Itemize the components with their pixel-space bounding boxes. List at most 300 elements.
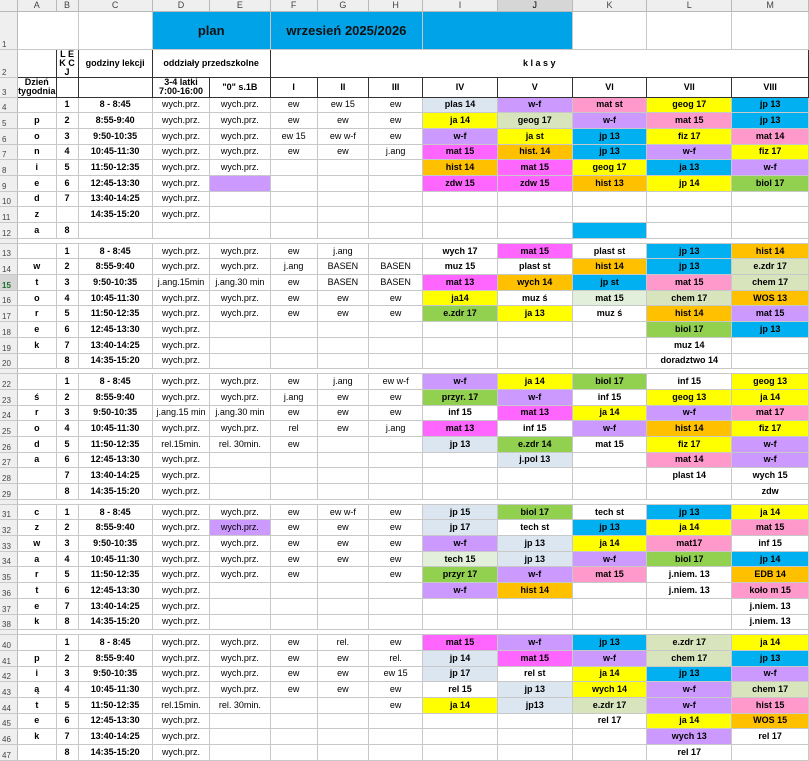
cell[interactable]	[497, 484, 572, 500]
cell[interactable]: wych.prz.	[152, 520, 209, 536]
cell[interactable]: 4	[56, 144, 78, 160]
cell[interactable]	[78, 223, 152, 239]
cell[interactable]: wych.prz.	[210, 635, 270, 651]
cell[interactable]: 8	[56, 484, 78, 500]
row-header-36[interactable]: 36	[0, 583, 18, 599]
cell[interactable]	[572, 11, 646, 49]
cell[interactable]: hist 14	[647, 421, 732, 437]
cell[interactable]: w-f	[732, 160, 809, 176]
row-header-6[interactable]: 6	[0, 128, 18, 144]
cell[interactable]	[210, 484, 270, 500]
cell[interactable]: 8:55-9:40	[78, 259, 152, 275]
cell[interactable]	[369, 223, 423, 239]
cell[interactable]: ew	[317, 144, 368, 160]
cell[interactable]: wych.prz.	[210, 306, 270, 322]
cell[interactable]	[210, 191, 270, 207]
row-header-35[interactable]: 35	[0, 567, 18, 583]
cell[interactable]: 11:50-12:35	[78, 306, 152, 322]
cell[interactable]	[210, 337, 270, 353]
cell[interactable]	[18, 243, 57, 259]
cell[interactable]: a	[18, 223, 57, 239]
cell[interactable]: rel.15min.	[152, 697, 209, 713]
cell[interactable]: wych.prz.	[152, 144, 209, 160]
row-header-8[interactable]: 8	[0, 160, 18, 176]
cell[interactable]: mat 15	[647, 113, 732, 129]
cell[interactable]: ś	[18, 389, 57, 405]
cell[interactable]: chem 17	[732, 682, 809, 698]
cell[interactable]: rel.	[317, 635, 368, 651]
cell[interactable]: geog 13	[732, 374, 809, 390]
cell[interactable]: ew	[270, 436, 317, 452]
cell[interactable]: wych.prz.	[152, 389, 209, 405]
cell[interactable]: t	[18, 697, 57, 713]
cell[interactable]: ew 15	[270, 128, 317, 144]
cell[interactable]: ew	[369, 520, 423, 536]
cell[interactable]: 2	[56, 389, 78, 405]
cell[interactable]: 4	[56, 551, 78, 567]
cell[interactable]: j.ang	[317, 374, 368, 390]
cell[interactable]: w-f	[647, 405, 732, 421]
cell[interactable]: ew	[317, 682, 368, 698]
cell[interactable]: 3	[56, 128, 78, 144]
cell[interactable]: geog 17	[647, 97, 732, 113]
cell[interactable]: ew	[270, 551, 317, 567]
cell[interactable]: wych.prz.	[152, 175, 209, 191]
cell[interactable]: jp 17	[423, 520, 497, 536]
cell[interactable]: mat 15	[572, 290, 646, 306]
cell[interactable]	[78, 77, 152, 97]
cell[interactable]: rel st	[497, 666, 572, 682]
cell[interactable]: IV	[423, 77, 497, 97]
cell[interactable]: 8:55-9:40	[78, 113, 152, 129]
cell[interactable]: rel. 30min.	[210, 697, 270, 713]
cell[interactable]: wych.prz.	[210, 113, 270, 129]
cell[interactable]: 8:55-9:40	[78, 650, 152, 666]
cell[interactable]: w-f	[647, 144, 732, 160]
cell[interactable]: 2	[56, 259, 78, 275]
cell[interactable]: jp 13	[497, 682, 572, 698]
cell[interactable]: V	[497, 77, 572, 97]
cell[interactable]: e.zdr 17	[423, 306, 497, 322]
row-header-24[interactable]: 24	[0, 405, 18, 421]
cell[interactable]	[572, 729, 646, 745]
cell[interactable]	[732, 223, 809, 239]
cell[interactable]: 9:50-10:35	[78, 666, 152, 682]
cell[interactable]: 11:50-12:35	[78, 567, 152, 583]
cell[interactable]: e	[18, 322, 57, 338]
row-header-18[interactable]: 18	[0, 322, 18, 338]
cell[interactable]: r	[18, 405, 57, 421]
cell[interactable]: ew	[270, 306, 317, 322]
cell[interactable]: inf 15	[647, 374, 732, 390]
cell[interactable]	[270, 468, 317, 484]
cell[interactable]: jp 13	[572, 635, 646, 651]
cell[interactable]: j.ang	[369, 421, 423, 437]
cell[interactable]: wych.prz.	[210, 536, 270, 552]
cell[interactable]: j.ang.30 min	[210, 405, 270, 421]
cell[interactable]: hist 14	[572, 259, 646, 275]
cell[interactable]: ew 15	[317, 97, 368, 113]
cell[interactable]: 11:50-12:35	[78, 160, 152, 176]
cell[interactable]: jp 15	[423, 504, 497, 520]
cell[interactable]: 2	[56, 113, 78, 129]
cell[interactable]: inf 15	[423, 405, 497, 421]
cell[interactable]: 3	[56, 275, 78, 291]
cell[interactable]	[317, 436, 368, 452]
cell[interactable]: ew	[270, 97, 317, 113]
cell[interactable]	[270, 697, 317, 713]
cell[interactable]	[497, 713, 572, 729]
cell[interactable]: jp 13	[732, 322, 809, 338]
cell[interactable]: o	[18, 290, 57, 306]
cell[interactable]	[732, 207, 809, 223]
cell[interactable]: 6	[56, 322, 78, 338]
cell[interactable]: mat 15	[423, 635, 497, 651]
cell[interactable]	[317, 583, 368, 599]
cell[interactable]	[497, 729, 572, 745]
cell[interactable]: ja 14	[572, 405, 646, 421]
cell[interactable]: ew	[270, 504, 317, 520]
cell[interactable]: ja 14	[732, 635, 809, 651]
cell[interactable]: ew	[270, 520, 317, 536]
cell[interactable]: "0" s.1B	[210, 77, 270, 97]
cell[interactable]: 7	[56, 337, 78, 353]
cell[interactable]: ja 14	[423, 113, 497, 129]
column-header-m[interactable]: M	[732, 0, 809, 11]
cell[interactable]: wych.prz.	[152, 682, 209, 698]
cell[interactable]: wych.prz.	[152, 353, 209, 369]
cell[interactable]: hist 14	[647, 306, 732, 322]
cell[interactable]	[572, 191, 646, 207]
cell[interactable]: 6	[56, 713, 78, 729]
cell[interactable]: n	[18, 144, 57, 160]
cell[interactable]: o	[18, 421, 57, 437]
cell[interactable]	[270, 337, 317, 353]
cell[interactable]	[423, 191, 497, 207]
cell[interactable]	[18, 745, 57, 761]
cell[interactable]: wych 14	[572, 682, 646, 698]
cell[interactable]	[497, 337, 572, 353]
cell[interactable]	[369, 713, 423, 729]
cell[interactable]	[210, 598, 270, 614]
cell[interactable]	[210, 713, 270, 729]
cell[interactable]: wych.prz.	[152, 160, 209, 176]
cell[interactable]: rel 17	[647, 745, 732, 761]
cell[interactable]: 8:55-9:40	[78, 389, 152, 405]
cell[interactable]: WOS 15	[732, 713, 809, 729]
cell[interactable]: tech 15	[423, 551, 497, 567]
row-header-7[interactable]: 7	[0, 144, 18, 160]
cell[interactable]: 11:50-12:35	[78, 436, 152, 452]
cell[interactable]: wych.prz.	[210, 666, 270, 682]
cell[interactable]: wych.prz.	[210, 650, 270, 666]
cell[interactable]: VII	[647, 77, 732, 97]
cell[interactable]: 10:45-11:30	[78, 682, 152, 698]
row-header-22[interactable]: 22	[0, 374, 18, 390]
row-header-17[interactable]: 17	[0, 306, 18, 322]
cell[interactable]: jp 13	[572, 520, 646, 536]
cell[interactable]: 9:50-10:35	[78, 405, 152, 421]
row-header-14[interactable]: 14	[0, 259, 18, 275]
cell[interactable]: wych.prz.	[210, 243, 270, 259]
cell[interactable]	[317, 353, 368, 369]
column-header-c[interactable]: C	[78, 0, 152, 11]
cell[interactable]	[18, 374, 57, 390]
cell[interactable]: r	[18, 567, 57, 583]
cell[interactable]: mat 15	[497, 160, 572, 176]
row-header-9[interactable]: 9	[0, 175, 18, 191]
cell[interactable]	[423, 713, 497, 729]
cell[interactable]: ew	[270, 113, 317, 129]
row-header-43[interactable]: 43	[0, 682, 18, 698]
cell[interactable]: 6	[56, 452, 78, 468]
cell[interactable]	[497, 598, 572, 614]
cell[interactable]	[317, 484, 368, 500]
cell[interactable]	[423, 11, 573, 49]
cell[interactable]: w-f	[423, 374, 497, 390]
cell[interactable]: mat 17	[732, 405, 809, 421]
cell[interactable]: ew	[369, 697, 423, 713]
cell[interactable]: II	[317, 77, 368, 97]
cell[interactable]	[423, 452, 497, 468]
cell[interactable]: ew 15	[369, 666, 423, 682]
row-header-15[interactable]: 15	[0, 275, 18, 291]
cell[interactable]	[210, 614, 270, 630]
cell[interactable]	[317, 468, 368, 484]
cell[interactable]: wych.prz.	[152, 452, 209, 468]
row-header-37[interactable]: 37	[0, 598, 18, 614]
cell[interactable]: wych.prz.	[152, 337, 209, 353]
row-header-29[interactable]: 29	[0, 484, 18, 500]
cell[interactable]: j.ang	[270, 259, 317, 275]
cell[interactable]: 5	[56, 160, 78, 176]
cell[interactable]	[18, 11, 78, 49]
cell[interactable]: muz 15	[423, 259, 497, 275]
cell[interactable]: 4	[56, 290, 78, 306]
cell[interactable]: wych.prz.	[210, 290, 270, 306]
cell[interactable]	[210, 468, 270, 484]
row-header-12[interactable]: 12	[0, 223, 18, 239]
cell[interactable]: wych.prz.	[210, 160, 270, 176]
cell[interactable]: ew	[270, 567, 317, 583]
cell[interactable]: wych.prz.	[152, 259, 209, 275]
cell[interactable]	[647, 191, 732, 207]
cell[interactable]: 10:45-11:30	[78, 421, 152, 437]
cell[interactable]: L E K C J	[56, 49, 78, 77]
cell[interactable]	[317, 337, 368, 353]
cell[interactable]: ja14	[423, 290, 497, 306]
cell[interactable]: wych.prz.	[152, 306, 209, 322]
cell[interactable]: ew	[369, 97, 423, 113]
cell[interactable]: ew	[369, 290, 423, 306]
cell[interactable]: k	[18, 729, 57, 745]
cell[interactable]: jp 13	[572, 144, 646, 160]
cell[interactable]: ew	[317, 536, 368, 552]
cell[interactable]	[18, 468, 57, 484]
cell[interactable]: hist 13	[572, 175, 646, 191]
cell[interactable]: 13:40-14:25	[78, 337, 152, 353]
cell[interactable]: ew	[369, 551, 423, 567]
cell[interactable]	[317, 207, 368, 223]
cell[interactable]: wych.prz.	[152, 598, 209, 614]
cell[interactable]	[270, 191, 317, 207]
row-header-20[interactable]: 20	[0, 353, 18, 369]
cell[interactable]	[423, 729, 497, 745]
cell[interactable]: jp 13	[732, 97, 809, 113]
cell[interactable]: j.ang.30 min	[210, 275, 270, 291]
cell[interactable]: ew	[270, 635, 317, 651]
cell[interactable]: plast st	[572, 243, 646, 259]
cell[interactable]: ew	[317, 290, 368, 306]
cell[interactable]	[317, 160, 368, 176]
row-header-27[interactable]: 27	[0, 452, 18, 468]
cell[interactable]: biol 17	[732, 175, 809, 191]
cell[interactable]: hist 14	[497, 583, 572, 599]
row-header-16[interactable]: 16	[0, 290, 18, 306]
cell[interactable]: 10:45-11:30	[78, 144, 152, 160]
cell[interactable]	[423, 322, 497, 338]
cell[interactable]: ja 13	[497, 306, 572, 322]
cell[interactable]: muz ś	[497, 290, 572, 306]
cell[interactable]	[647, 614, 732, 630]
row-header-23[interactable]: 23	[0, 389, 18, 405]
cell[interactable]: ew w-f	[369, 374, 423, 390]
row-header-34[interactable]: 34	[0, 551, 18, 567]
cell[interactable]	[572, 337, 646, 353]
row-header-46[interactable]: 46	[0, 729, 18, 745]
cell[interactable]: jp 13	[647, 259, 732, 275]
cell[interactable]: EDB 14	[732, 567, 809, 583]
corner-cell[interactable]	[0, 0, 18, 11]
cell[interactable]: jp 13	[497, 551, 572, 567]
cell[interactable]: t	[18, 583, 57, 599]
cell[interactable]: rel. 30min.	[210, 436, 270, 452]
cell[interactable]: mat 15	[572, 567, 646, 583]
cell[interactable]: w	[18, 536, 57, 552]
cell[interactable]: w-f	[572, 650, 646, 666]
cell[interactable]	[647, 598, 732, 614]
cell[interactable]: wych.prz.	[210, 551, 270, 567]
cell[interactable]: wych.prz.	[210, 504, 270, 520]
cell[interactable]: VI	[572, 77, 646, 97]
cell[interactable]: w-f	[647, 682, 732, 698]
cell[interactable]: j.niem. 13	[647, 583, 732, 599]
cell[interactable]: wych.prz.	[152, 614, 209, 630]
cell[interactable]: ew	[270, 243, 317, 259]
cell[interactable]	[497, 207, 572, 223]
cell[interactable]: w-f	[732, 436, 809, 452]
cell[interactable]: mat 15	[732, 520, 809, 536]
row-header-2[interactable]: 2	[0, 49, 18, 77]
cell[interactable]: 14:35-15:20	[78, 484, 152, 500]
cell[interactable]: jp13	[497, 697, 572, 713]
cell[interactable]: 3	[56, 536, 78, 552]
row-header-4[interactable]: 4	[0, 97, 18, 113]
cell[interactable]: w-f	[732, 666, 809, 682]
cell[interactable]	[270, 745, 317, 761]
cell[interactable]: 8 - 8:45	[78, 635, 152, 651]
cell[interactable]: plas 14	[423, 97, 497, 113]
cell[interactable]: j.ang	[369, 144, 423, 160]
cell[interactable]: 1	[56, 243, 78, 259]
cell[interactable]: ja 14	[423, 697, 497, 713]
cell[interactable]	[497, 745, 572, 761]
cell[interactable]	[572, 322, 646, 338]
cell[interactable]: j.ang	[317, 243, 368, 259]
cell[interactable]: zdw 15	[423, 175, 497, 191]
cell[interactable]	[56, 207, 78, 223]
cell[interactable]: ja 14	[497, 374, 572, 390]
cell[interactable]: mat 15	[572, 436, 646, 452]
cell[interactable]: w-f	[572, 113, 646, 129]
cell[interactable]: jp 17	[423, 666, 497, 682]
cell[interactable]: tech st	[497, 520, 572, 536]
cell[interactable]: 12:45-13:30	[78, 452, 152, 468]
cell[interactable]: j.niem. 13	[647, 567, 732, 583]
cell[interactable]: geog 17	[497, 113, 572, 129]
cell[interactable]	[369, 745, 423, 761]
cell[interactable]	[18, 97, 57, 113]
cell[interactable]	[369, 583, 423, 599]
cell[interactable]: fiz 17	[732, 421, 809, 437]
cell[interactable]: k	[18, 614, 57, 630]
cell[interactable]	[369, 175, 423, 191]
cell[interactable]: 5	[56, 697, 78, 713]
cell[interactable]: 14:35-15:20	[78, 614, 152, 630]
cell[interactable]	[572, 223, 646, 239]
cell[interactable]: wych.prz.	[210, 97, 270, 113]
cell[interactable]	[732, 353, 809, 369]
cell[interactable]	[497, 191, 572, 207]
cell[interactable]	[270, 598, 317, 614]
cell[interactable]: hist 14	[423, 160, 497, 176]
cell[interactable]: w-f	[423, 536, 497, 552]
cell[interactable]: e.zdr 17	[572, 697, 646, 713]
cell[interactable]: 10:45-11:30	[78, 551, 152, 567]
cell[interactable]: Dzień tygodnia	[18, 77, 56, 96]
cell[interactable]: a	[18, 551, 57, 567]
cell[interactable]	[317, 614, 368, 630]
cell[interactable]: mat17	[647, 536, 732, 552]
cell[interactable]: w-f	[497, 389, 572, 405]
cell[interactable]: geog 13	[647, 389, 732, 405]
cell[interactable]: fiz 17	[647, 436, 732, 452]
cell[interactable]: e.zdr 14	[497, 436, 572, 452]
cell[interactable]: ew	[317, 650, 368, 666]
cell[interactable]	[270, 160, 317, 176]
cell[interactable]: wych.prz.	[210, 567, 270, 583]
cell[interactable]: d	[18, 191, 57, 207]
cell[interactable]: koło m 15	[732, 583, 809, 599]
cell[interactable]: ew	[369, 567, 423, 583]
cell[interactable]: jp 13	[423, 436, 497, 452]
cell[interactable]: wych.prz.	[152, 567, 209, 583]
cell[interactable]: mat 13	[497, 405, 572, 421]
cell[interactable]: I	[270, 77, 317, 97]
cell[interactable]: inf 15	[497, 421, 572, 437]
cell[interactable]: jp 13	[647, 243, 732, 259]
cell[interactable]: 9:50-10:35	[78, 275, 152, 291]
cell[interactable]: mat 15	[497, 243, 572, 259]
cell[interactable]: mat 15	[423, 144, 497, 160]
cell[interactable]: 2	[56, 650, 78, 666]
cell[interactable]: jp 14	[647, 175, 732, 191]
cell[interactable]: inf 15	[732, 536, 809, 552]
cell[interactable]: jp 14	[423, 650, 497, 666]
cell[interactable]	[369, 614, 423, 630]
cell[interactable]: j.ang.15 min	[152, 405, 209, 421]
cell[interactable]: 13:40-14:25	[78, 729, 152, 745]
